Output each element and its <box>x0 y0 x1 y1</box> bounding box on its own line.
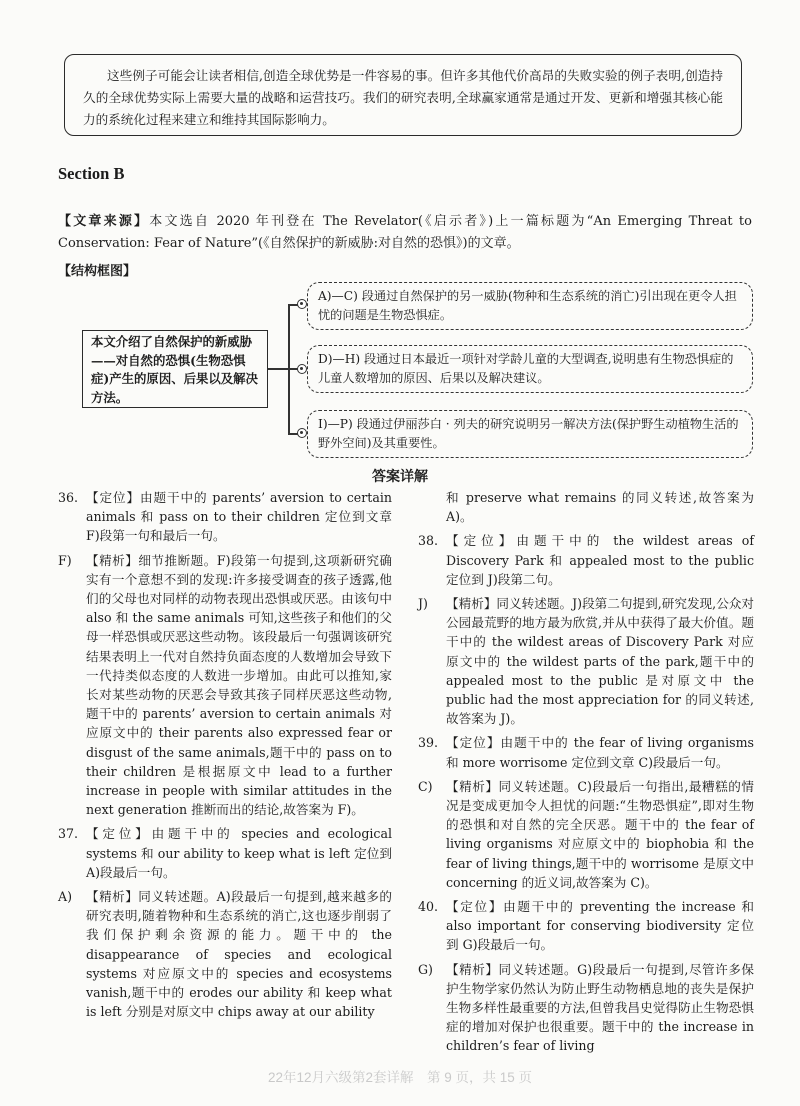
intro-passage-box <box>64 54 742 136</box>
answers-left-column <box>58 488 392 1026</box>
answer-number: 37. <box>58 826 79 842</box>
section-title: Section B <box>58 164 125 183</box>
connector-dot-3 <box>297 428 307 438</box>
answer-paragraph <box>418 777 754 892</box>
article-source <box>58 211 752 255</box>
article-source-tag: 【文章来源】 <box>58 214 150 229</box>
answers-title: 答案详解 <box>372 469 428 485</box>
answer-text: 【定位】由题干中的 the wildest areas of Discovery Park 和 appealed most to the public 定位到 J)段第二句。 <box>446 533 754 587</box>
answers-right-column <box>418 488 754 1061</box>
answer-text: 【精析】同义转述题。J)段第二句提到,研究发现,公众对公园最荒野的地方最为欣赏,并从中获得了最大价值。题干中的 the wildest areas of Discovery Park 对应原文中的 the wildest parts of the park,题干中的 appealed most to the public 是对原文中 the public had the most appreciation for 的同义转述,故答案为 J)。 <box>446 596 754 727</box>
answer-number: G) <box>418 961 433 977</box>
connector-horizontal-main <box>268 368 288 370</box>
structure-branch-box-2: D)—H) 段通过日本最近一项针对学龄儿童的大型调查,说明患有生物恐惧症的儿童人数增加的原因、后果以及解决建议。 <box>307 345 753 393</box>
answer-number: J) <box>418 596 428 612</box>
answer-text: 和 preserve what remains 的同义转述,故答案为 A)。 <box>446 490 754 525</box>
answer-number: C) <box>418 778 433 794</box>
answer-text: 【精析】同义转述题。A)段最后一句提到,越来越多的研究表明,随着物种和生态系统的消亡,这也逐步削弱了我们保护剩余资源的能力。题干中的 the disappearance of species and ecological systems 对应原文中的 species and ecosystems vanish,题干中的 erodes our ability 和 keep what is left 分别是对原文中 chips away at our ability <box>86 889 392 1020</box>
answer-text: 【精析】同义转述题。C)段最后一句指出,最糟糕的情况是变成更加令人担忧的问题:“生物恐惧症”,即对生物的恐惧和对自然的完全厌恶。题干中的 the fear of living organisms 对应原文中的 biophobia 和 the fear of living things,题干中的 worrisome 是原文中 concerning 的近义词,故答案为 C)。 <box>446 778 754 890</box>
answer-paragraph <box>418 733 754 771</box>
answer-text: 【定位】由题干中的 species and ecological systems 和 our ability to keep what is left 定位到 A)段最后一句。 <box>86 826 392 880</box>
answer-number: 39. <box>418 735 439 751</box>
answer-text: 【精析】细节推断题。F)段第一句提到,这项新研究确实有一个意想不到的发现:许多接受调查的孩子透露,他们的父母也对同样的动物表现出恐惧或厌恶。由该句中 also 和 the same animals 可知,这些孩子和他们的父母一样恐惧或厌恶这些动物。该段最后一句强调该研究结果表明上一代对自然持负面态度的人数增加会导致下一代持类似态度的人数进一步增加。由此可以推知,家长对某些动物的厌恶会导致其孩子同样厌恶这些动物,题干中的 parents’ aversion to certain animals 对应原文中的 their parents also expressed fear or disgust of the same animals,题干中的 pass on to their children 是根据原文中 lead to a further increase in people with similar attitudes in the next generation 推断而出的结论,故答案为 F)。 <box>86 552 392 818</box>
answer-paragraph <box>418 531 754 589</box>
answer-text: 【定位】由题干中的 the fear of living organisms 和 more worrisome 定位到文章 C)段最后一句。 <box>446 735 754 770</box>
answer-number: 38. <box>418 533 439 549</box>
page-footer: 22年12月六级第2套详解 第 9 页，共 15 页 <box>267 1070 533 1085</box>
answer-paragraph <box>58 551 392 820</box>
answer-paragraph <box>58 488 392 546</box>
answer-paragraph <box>58 887 392 1021</box>
structure-branch-box-3: I)—P) 段通过伊丽莎白 · 列夫的研究说明另一解决方法(保护野生动植物生活的野外空间)及其重要性。 <box>307 410 753 458</box>
answer-text: 【精析】同义转述题。G)段最后一句提到,尽管许多保护生物学家仍然认为防止野生动物栖息地的丧失是保护生物多样性最重要的方法,但曾我昌史觉得防止生物恐惧症的增加对保护也很重要。题干中的 the increase in children’s fear of living <box>446 961 754 1054</box>
intro-passage-text: 这些例子可能会让读者相信,创造全球优势是一件容易的事。但许多其他代价高昂的失败实验的例子表明,创造持久的全球优势实际上需要大量的战略和运营技巧。我们的研究表明,全球赢家通常是通过开发、更新和增强其核心能力的系统化过程来建立和维持其国际影响力。 <box>83 68 723 127</box>
connector-dot-1 <box>297 299 307 309</box>
answer-number: F) <box>58 552 72 568</box>
answer-paragraph <box>418 960 754 1056</box>
answer-number: 36. <box>58 490 79 505</box>
answer-paragraph <box>58 824 392 882</box>
structure-branch-box-1: A)—C) 段通过自然保护的另一威胁(物种和生态系统的消亡)引出现在更令人担忧的问题是生物恐惧症。 <box>307 282 753 330</box>
answer-paragraph <box>418 897 754 955</box>
answer-text: 【定位】由题干中的 preventing the increase 和 also important for conserving biodiversity 定位到 G)段最后一句。 <box>446 899 754 953</box>
answer-number: 40. <box>418 899 439 915</box>
answer-paragraph <box>418 594 754 728</box>
answer-text: 【定位】由题干中的 parents’ aversion to certain animals 和 pass on to their children 定位到文章 F)段第一句和最后一句。 <box>86 490 392 544</box>
article-source-text: 本文选自 2020 年刊登在 The Revelator(《启示者》)上一篇标题为“An Emerging Threat to Conservation: Fear of Nature”(《自然保护的新威胁:对自然的恐惧》)的文章。 <box>58 214 752 251</box>
answer-paragraph <box>418 488 754 526</box>
connector-dot-2 <box>297 364 307 374</box>
structure-diagram-label: 【结构框图】 <box>58 264 137 279</box>
structure-main-box: 本文介绍了自然保护的新威胁——对自然的恐惧(生物恐惧症)产生的原因、后果以及解决方法。 <box>82 330 268 408</box>
answer-number: A) <box>58 889 73 905</box>
